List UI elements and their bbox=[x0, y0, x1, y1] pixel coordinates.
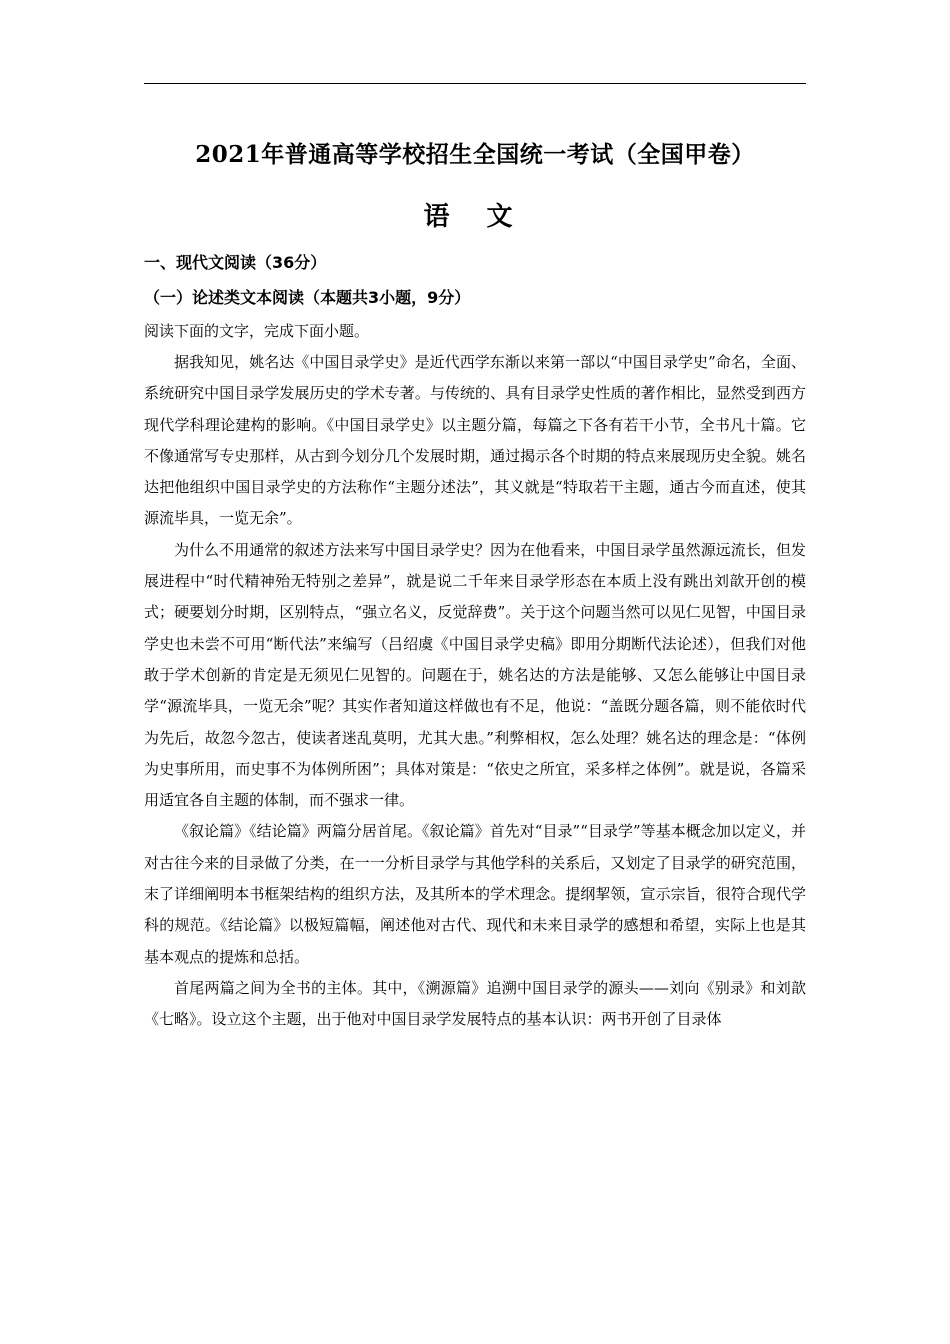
section-heading: 一、现代文阅读（36分） bbox=[144, 253, 327, 272]
exam-title: 2021年普通高等学校招生全国统一考试（全国甲卷） bbox=[195, 141, 755, 168]
subsection-heading: （一）论述类文本阅读（本题共3小题，9分） bbox=[144, 288, 471, 307]
paragraph: 为什么不用通常的叙述方法来写中国目录学史？因为在他看来，中国目录学虽然源远流长，但发展进程中“时代精神殆无特别之差异”，就是说二千年来目录学形态在本质上没有跳出刘歆开创的模式；硬要划分时期，区别特点，“强立名义，反觉辞费”。关于这个问题当然可以见仁见智，中国目录学史也未尝不可用“断代法”来编写（吕绍虞《中国目录学史稿》即用分期断代法论述），但我们对他敢于学术创新的肯定是无须见仁见智的。问题在于，姚名达的方法是能够、又怎么能够让中国目录学“源流毕具，一览无余”呢？其实作者知道这样做也有不足，他说：“盖既分题各篇，则不能依时代为先后，故忽今忽古，使读者迷乱莫明，尤其大患。”利弊相权，怎么处理？姚名达的理念是：“体例为史事所用，而史事不为体例所困”；具体对策是：“依史之所宜，采多样之体例”。就是说，各篇采用适宜各自主题的体制，而不强求一律。 bbox=[144, 540, 806, 810]
passage-body bbox=[144, 347, 806, 1036]
header-rule bbox=[144, 83, 806, 84]
paragraph: 据我知见，姚名达《中国目录学史》是近代西学东渐以来第一部以“中国目录学史”命名，全面、系统研究中国目录学发展历史的学术专著。与传统的、具有目录学史性质的著作相比，显然受到西方现代学科理论建构的影响。《中国目录学史》以主题分篇，每篇之下各有若干小节，全书凡十篇。它不像通常写专史那样，从古到今划分几个发展时期，通过揭示各个时期的特点来展现历史全貌。姚名达把他组织中国目录学史的方法称作“主题分述法”，其义就是“特取若干主题，通古今而直述，使其源流毕具，一览无余”。 bbox=[144, 353, 806, 528]
reading-instruction: 阅读下面的文字，完成下面小题。 bbox=[144, 322, 370, 340]
subject-title: 语 文 bbox=[423, 202, 527, 232]
paragraph: 《叙论篇》《结论篇》两篇分居首尾。《叙论篇》首先对“目录”“目录学”等基本概念加以定义，并对古往今来的目录做了分类，在一一分析目录学与其他学科的关系后，又划定了目录学的研究范围，末了详细阐明本书框架结构的组织方法，及其所本的学术理念。提纲挈领，宣示宗旨，很符合现代学科的规范。《结论篇》以极短篇幅，阐述他对古代、现代和未来目录学的感想和希望，实际上也是其基本观点的提炼和总括。 bbox=[144, 822, 806, 966]
paragraph: 首尾两篇之间为全书的主体。其中，《溯源篇》追溯中国目录学的源头——刘向《别录》和刘歆《七略》。设立这个主题，出于他对中国目录学发展特点的基本认识：两书开创了目录体 bbox=[144, 978, 806, 1029]
